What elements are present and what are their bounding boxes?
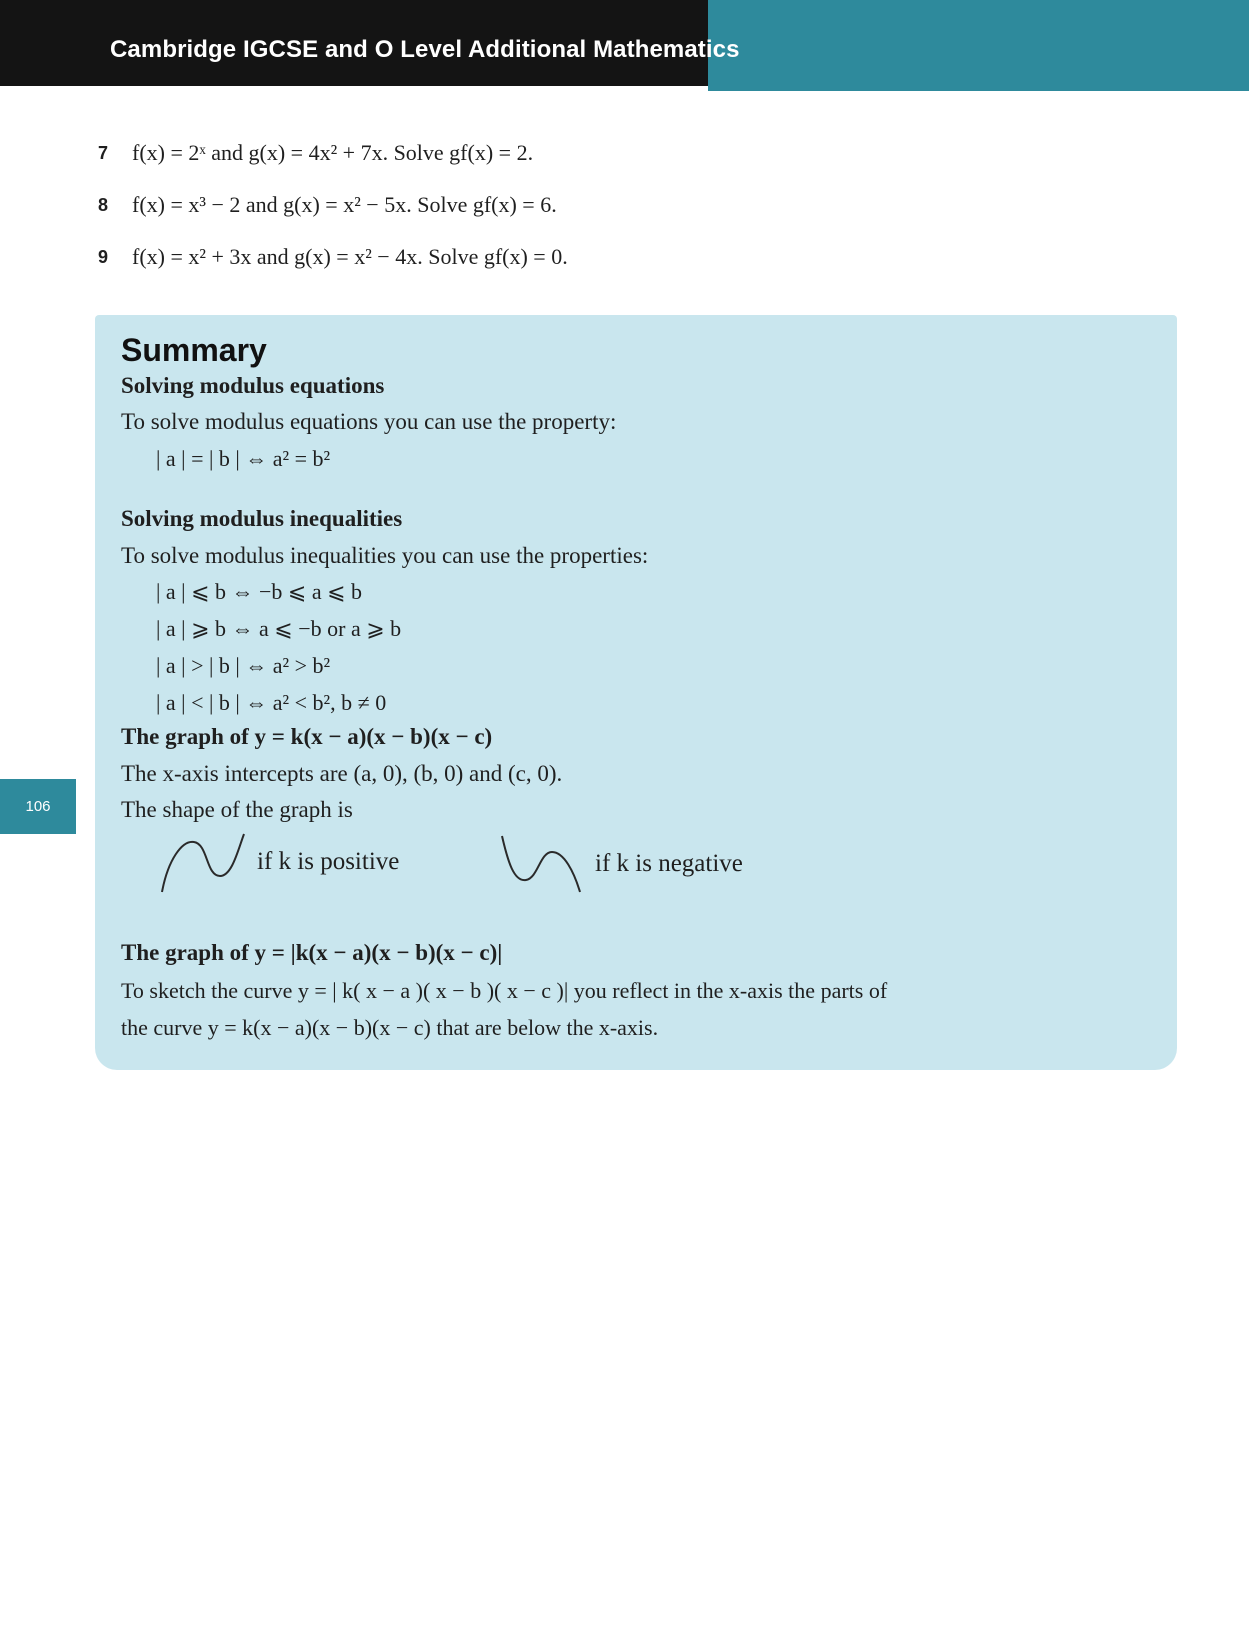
equations-intro: To solve modulus equations you can use the property:: [121, 409, 617, 434]
inequality-formula: | a | > | b | ⇔ a² > b²: [156, 653, 331, 678]
page-number-tab: [0, 779, 76, 834]
exercise-number: 9: [98, 246, 109, 267]
positive-cubic-curve-icon: [158, 832, 248, 894]
cubic-shape-text: The shape of the graph is: [121, 797, 353, 822]
inequality-formula: | a | < | b | ⇔ a² < b², b ≠ 0: [156, 690, 387, 715]
cubic-heading: The graph of y = k(x − a)(x − b)(x − c): [121, 724, 493, 749]
page-number: 106: [25, 798, 51, 815]
exercise-text: f(x) = x² + 3x and g(x) = x² − 4x. Solve gf(x) = 0.: [132, 244, 568, 269]
exercise-item: [98, 136, 533, 170]
exercise-number: 8: [98, 194, 109, 215]
inequality-formula: | a | ⩽ b ⇔ −b ⩽ a ⩽ b: [156, 579, 363, 604]
negative-cubic-curve-icon: [500, 832, 584, 894]
exercise-number: 7: [98, 142, 109, 163]
book-title: Cambridge IGCSE and O Level Additional Mathematics: [110, 36, 740, 63]
cubic-intercepts: The x-axis intercepts are (a, 0), (b, 0) and (c, 0).: [121, 761, 563, 786]
modulus-cubic-line2: the curve y = k(x − a)(x − b)(x − c) that are below the x-axis.: [121, 1015, 659, 1040]
modulus-cubic-line1: To sketch the curve y = | k( x − a )( x − b )( x − c )| you reflect in the x-axis the parts of: [121, 978, 888, 1003]
exercise-text: f(x) = 2ˣ and g(x) = 4x² + 7x. Solve gf(x) = 2.: [132, 140, 534, 165]
equations-heading: Solving modulus equations: [121, 373, 385, 398]
inequalities-intro: To solve modulus inequalities you can use the properties:: [121, 543, 649, 568]
inequalities-heading: Solving modulus inequalities: [121, 506, 403, 531]
header-teal-band: [708, 0, 1249, 91]
exercise-text: f(x) = x³ − 2 and g(x) = x² − 5x. Solve gf(x) = 6.: [132, 192, 557, 217]
negative-k-label: if k is negative: [595, 850, 743, 877]
summary-title: Summary: [121, 332, 267, 368]
exercise-item: [98, 240, 568, 274]
inequality-formula: | a | ⩾ b ⇔ a ⩽ −b or a ⩾ b: [156, 616, 402, 641]
modulus-cubic-heading: The graph of y = |k(x − a)(x − b)(x − c)|: [121, 940, 503, 965]
equations-formula: | a | = | b | ⇔ a² = b²: [156, 446, 331, 471]
exercise-item: [98, 188, 557, 222]
positive-k-label: if k is positive: [257, 848, 400, 875]
